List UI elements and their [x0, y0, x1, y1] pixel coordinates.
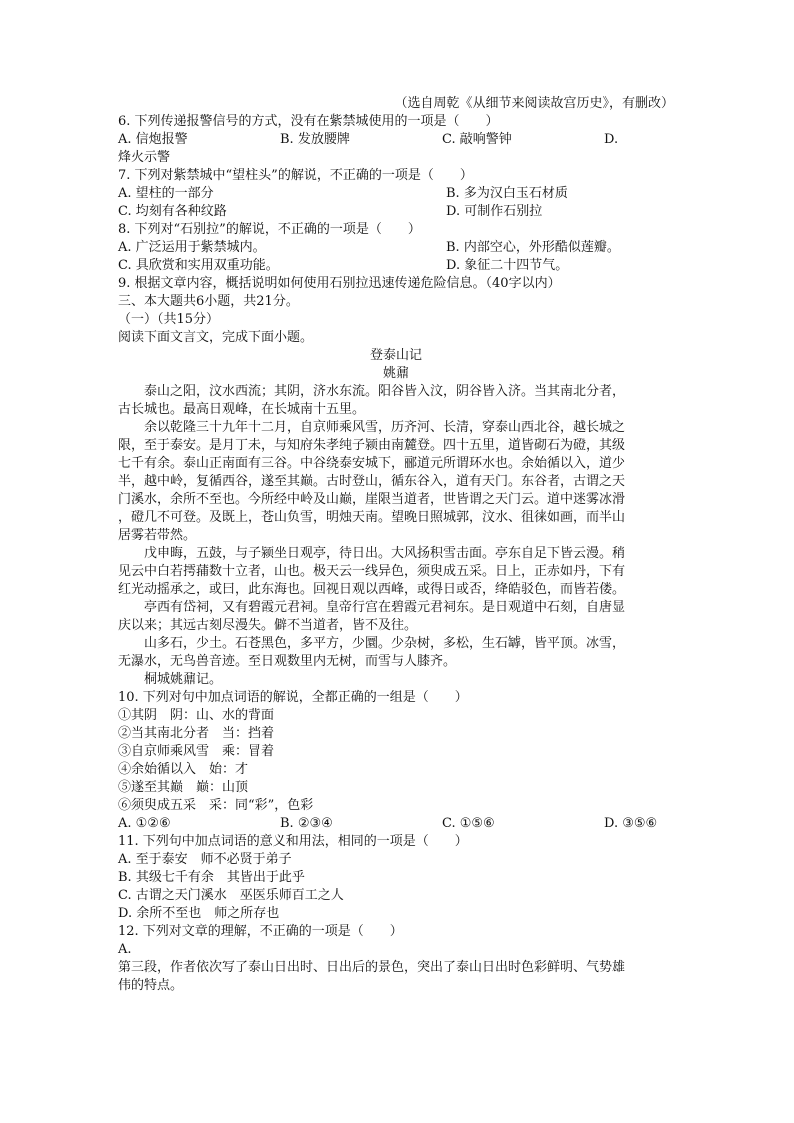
passage-line: 门溪水，余所不至也。今所经中岭及山巅，崖限当道者，世皆谓之天门云。道中迷雾冰滑	[118, 492, 626, 507]
passage-title: 登泰山记	[369, 348, 422, 363]
exam-page	[118, 95, 674, 995]
q10-item: ⑤遂至其巅 巅：山顶	[118, 780, 249, 795]
q7-options-row1	[118, 185, 674, 203]
q10-options	[118, 815, 674, 833]
q10-stem: 10. 下列对句中加点词语的解说，全都正确的一组是（ ）	[118, 690, 468, 705]
q6-option-c: C. 敲响警钟	[442, 132, 512, 147]
passage-line: 亭西有岱祠，又有碧霞元君祠。皇帝行宫在碧霞元君祠东。是日观道中石刻，自唐显	[144, 600, 626, 615]
q6-option-a: A. 信炮报警	[118, 132, 188, 147]
q10-option-d: D. ③⑤⑥	[604, 816, 658, 831]
q10-item: ③自京师乘风雪 乘：冒着	[118, 744, 275, 759]
q11-option-d: D. 余所不至也 师之所存也	[118, 906, 280, 921]
passage-line: 古长城也。最高日观峰，在长城南十五里。	[118, 402, 366, 417]
q12-stem: 12. 下列对文章的理解，不正确的一项是（ ）	[118, 924, 403, 939]
q8-stem: 8. 下列对“石别拉”的解说，不正确的一项是（ ）	[118, 222, 421, 237]
passage-line: 余以乾隆三十九年十二月，自京师乘风雪，历齐河、长清，穿泰山西北谷，越长城之	[144, 420, 626, 435]
passage-line: 半，越中岭，复循西谷，遂至其巅。古时登山，循东谷入，道有天门。东谷者，古谓之天	[118, 474, 626, 489]
q12-option-a-label: A.	[118, 942, 132, 957]
q6-option-d-text: 烽火示警	[118, 150, 171, 165]
q7-stem: 7. 下列对紫禁城中“望柱头”的解说，不正确的一项是（ ）	[118, 168, 473, 183]
q10-option-b: B. ②③④	[280, 816, 333, 831]
q7-option-a: A. 望柱的一部分	[118, 186, 214, 201]
q11-stem: 11. 下列句中加点词语的意义和用法，相同的一项是（ ）	[118, 834, 468, 849]
q8-options-row1	[118, 239, 674, 257]
passage-paragraph-5	[118, 635, 674, 671]
passage-paragraph-3	[118, 545, 674, 599]
q7-option-c: C. 均刻有各种纹路	[118, 204, 227, 219]
q6-option-d: D.	[604, 132, 619, 147]
passage-paragraph-1	[118, 383, 674, 419]
passage-line: 戊申晦，五鼓，与子颍坐日观亭，待日出。大风扬积雪击面。亭东自足下皆云漫。稍	[144, 546, 626, 561]
q6-option-b: B. 发放腰牌	[280, 132, 350, 147]
q7-options-row2	[118, 203, 674, 221]
passage-line: 见云中白若摴蒱数十立者，山也。极天云一线异色，须臾成五采。日上，正赤如丹，下有	[118, 564, 626, 579]
q8-option-b: B. 内部空心，外形酷似莲瓣。	[446, 240, 620, 255]
passage-paragraph-4	[118, 599, 674, 635]
passage-line: 桐城姚鼐记。	[144, 672, 223, 687]
passage-line: 红光动摇承之，或曰，此东海也。回视日观以西峰，或得日或否，绛皓驳色，而皆若偻。	[118, 582, 626, 597]
passage-line: 限，至于泰安。是月丁未，与知府朱孝纯子颍由南麓登。四十五里，道皆砌石为磴，其级	[118, 438, 626, 453]
passage-line: ，磴几不可登。及既上，苍山负雪，明烛天南。望晚日照城郭，汶水、徂徕如画，而半山	[118, 510, 626, 525]
passage-line: 七千有余。泰山正南面有三谷。中谷绕泰安城下，郦道元所谓环水也。余始循以入，道少	[118, 456, 626, 471]
q12-option-a-text: 第三段，作者依次写了泰山日出时、日出后的景色，突出了泰山日出时色彩鲜明、气势雄	[118, 960, 626, 975]
q11-option-c: C. 古谓之天门溪水 巫医乐师百工之人	[118, 888, 344, 903]
passage-line: 泰山之阳，汶水西流；其阴，济水东流。阳谷皆入汶，阴谷皆入济。当其南北分者，	[144, 384, 626, 399]
passage-line: 庆以来；其远古刻尽漫失。僻不当道者，皆不及往。	[118, 618, 418, 633]
q12-option-a-text: 伟的特点。	[118, 978, 184, 993]
passage-paragraph-2	[118, 419, 674, 545]
q10-option-c: C. ①⑤⑥	[442, 816, 495, 831]
q10-item: ④余始循以入 始：才	[118, 762, 249, 777]
q10-item: ②当其南北分者 当：挡着	[118, 726, 275, 741]
passage-line: 居雾若带然。	[118, 528, 197, 543]
q8-options-row2	[118, 257, 674, 275]
q7-option-b: B. 多为汉白玉石材质	[446, 186, 568, 201]
passage-signature	[118, 671, 674, 689]
q8-option-a: A. 广泛运用于紫禁城内。	[118, 240, 266, 255]
q7-option-d: D. 可制作石别拉	[446, 204, 543, 219]
q8-option-c: C. 具欣赏和实用双重功能。	[118, 258, 279, 273]
reading-instruction: 阅读下面文言文，完成下面小题。	[118, 330, 314, 345]
q6-stem: 6. 下列传递报警信号的方式，没有在紫禁城使用的一项是（ ）	[118, 114, 499, 129]
q10-option-a: A. ①②⑥	[118, 816, 171, 831]
q6-options	[118, 131, 674, 149]
passage-line: 山多石，少土。石苍黑色，多平方，少圜。少杂树，多松，生石罅，皆平顶。冰雪，	[144, 636, 626, 651]
source-citation: （选自周乾《从细节来阅读故宫历史》，有删改）	[394, 96, 674, 111]
q9-stem: 9. 根据文章内容，概括说明如何使用石别拉迅速传递危险信息。（40字以内）	[118, 276, 561, 291]
q11-option-b: B. 其级七千有余 其皆出于此乎	[118, 870, 305, 885]
q8-option-d: D. 象征二十四节气。	[446, 258, 569, 273]
q10-item: ⑥须臾成五采 采：同“彩”，色彩	[118, 798, 314, 813]
section-heading: 三、本大题共6小题，共21分。	[118, 294, 299, 309]
q11-option-a: A. 至于泰安 师不必贤于弟子	[118, 852, 292, 867]
passage-author: 姚鼐	[382, 366, 409, 381]
subsection-heading: （一）（共15分）	[118, 312, 220, 327]
passage-line: 无瀑水，无鸟兽音迹。至日观数里内无树，而雪与人膝齐。	[118, 654, 457, 669]
q10-item: ①其阴 阴：山、水的背面	[118, 708, 275, 723]
